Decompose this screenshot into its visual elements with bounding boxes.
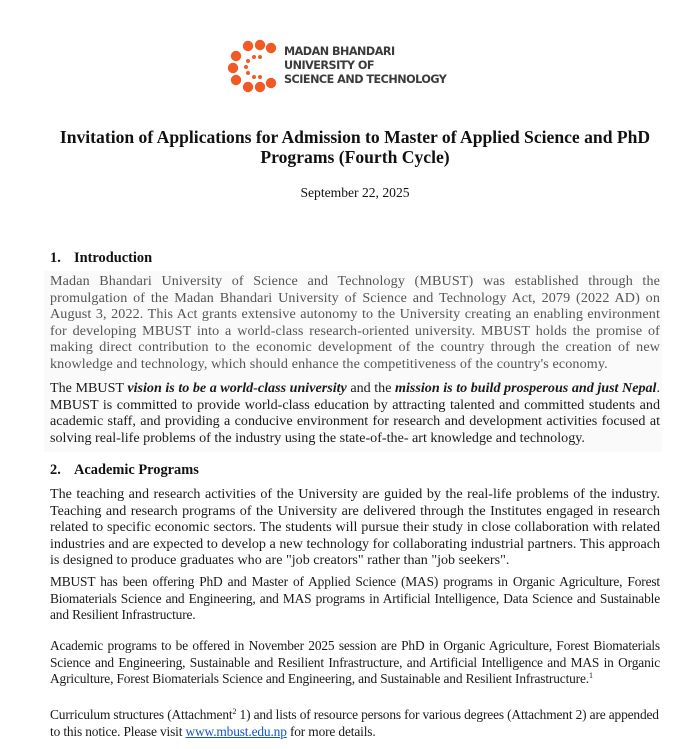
title-line-2: Programs (Fourth Cycle): [260, 147, 450, 167]
section-number: 1.: [50, 250, 61, 266]
footnote-marker[interactable]: 1: [588, 671, 593, 681]
attachments-suffix: for more details.: [286, 723, 376, 739]
section-number: 2.: [50, 462, 61, 478]
offered-programs-text: Academic programs to be offered in November 2025 session are PhD in Organic Agriculture, Forest Biomaterials Science and Engineering, Sustainable and Resilient Infrastructure, and Artificial Intelligence and MAS in Organic Agriculture, Forest Biomaterials Science and Engineering, and Sustainable and Resilient Infrastructure.: [50, 638, 660, 687]
vision-suffix: . MBUST is committed to provide world-class education by attracting talented and committed students and academic staff, and providing a conducive environment for research and development activities focused at solving real-life problems of the industry using the state-of-the- art knowledge and technology.: [50, 380, 661, 446]
university-logo: [226, 38, 446, 94]
vision-statement: vision is to be a world-class university: [127, 380, 347, 396]
section-title: Introduction: [74, 250, 153, 266]
attachments-middle: 1) and lists of resource persons for various degrees (Attachment 2) are appended to this notice. Please visit: [50, 707, 659, 739]
section-title: Academic Programs: [74, 462, 199, 478]
programs-paragraph-offered: [50, 638, 660, 688]
logo-line: MADAN BHANDARI: [284, 45, 395, 58]
logo-wordmark: [284, 45, 446, 87]
document-title: [40, 127, 670, 167]
mbust-logo-circles-icon: [226, 39, 278, 93]
attachments-prefix: Curriculum structures (Attachment: [50, 707, 233, 722]
mission-statement: mission is to build prosperous and just Nepal: [395, 380, 657, 396]
vision-prefix: The MBUST: [50, 380, 128, 396]
programs-paragraph-attachments: [50, 707, 660, 740]
footnote-marker[interactable]: 2: [232, 707, 237, 716]
vision-connector: and the: [346, 380, 396, 396]
logo-line: UNIVERSITY OF: [284, 59, 375, 72]
logo-line: SCIENCE AND TECHNOLOGY: [284, 73, 447, 86]
vision-mission-paragraph: [50, 380, 660, 446]
notice-date: September 22, 2025: [300, 185, 410, 200]
section-heading-academic-programs: [50, 461, 199, 479]
programs-paragraph-approach: The teaching and research activities of the University are guided by the real-life problems of the industry. Teaching and research programs of the University are delivered through the Institutes engaged in research related to specific economic sectors. The students will pursue their study in close collaboration with related industries and are expected to develop a new technology for collaborating industrial partners. This approach is designed to produce graduates who are "job creators" rather than "job seekers".: [50, 486, 660, 569]
website-link[interactable]: www.mbust.edu.np: [185, 723, 287, 739]
intro-paragraph: Madan Bhandari University of Science and Technology (MBUST) was established through the promulgation of the Madan Bhandari University of Science and Technology Act, 2079 (2022 AD) on August 3, 2022. This Act grants extensive autonomy to the University creating an enabling environment for developing MBUST into a world-class research-oriented university. MBUST holds the promise of making direct contribution to the economic development of the country through the creation of new knowledge and technology, which should enhance the competitiveness of the country's economy.: [50, 273, 660, 372]
title-line-1: Invitation of Applications for Admission to Master of Applied Science and PhD: [59, 127, 651, 147]
programs-paragraph-existing: MBUST has been offering PhD and Master of Applied Science (MAS) programs in Organic Agriculture, Forest Biomaterials Science and Engineering, and MAS programs in Artificial Intelligence, Data Science and Sustainable and Resilient Infrastructure.: [50, 574, 660, 623]
section-heading-introduction: [50, 249, 152, 267]
